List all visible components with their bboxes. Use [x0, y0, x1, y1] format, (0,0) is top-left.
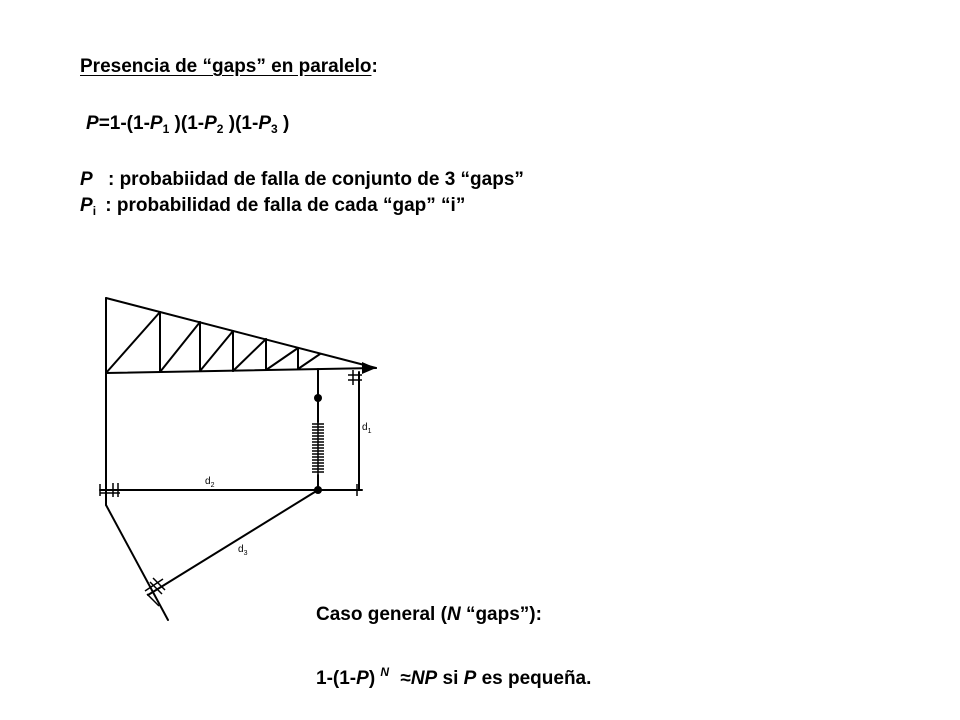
- gc-f-b: ): [368, 668, 381, 689]
- general-case-title-a: Caso general (: [316, 604, 447, 625]
- label-d3: $d_3$: [238, 544, 248, 557]
- formula-sub1: 1: [162, 122, 170, 136]
- rod-node-top: [314, 394, 322, 402]
- general-case-n: N: [446, 604, 461, 625]
- formula-mid1: )(1-: [169, 113, 205, 134]
- general-case-title: [316, 605, 542, 624]
- formula-p: P: [86, 113, 99, 134]
- truss-tip-arrow: [362, 362, 376, 374]
- gc-f-p2: P: [463, 668, 477, 689]
- truss-member: [233, 339, 266, 371]
- support-diagonal: [106, 505, 168, 620]
- gc-f-p: P: [356, 668, 369, 689]
- general-case-formula: [316, 665, 592, 689]
- truss-member: [106, 312, 160, 373]
- formula-sub2: 2: [216, 122, 224, 136]
- definition-text: : probabiidad de falla de conjunto de 3 “gaps”: [102, 169, 524, 190]
- formula-sub3: 3: [271, 122, 278, 136]
- formula-eq: =1-(1-: [98, 113, 150, 134]
- truss-member: [298, 354, 320, 369]
- general-case-title-b: “gaps”):: [460, 604, 542, 625]
- formula-p3: P: [258, 113, 271, 134]
- formula-end: ): [277, 113, 290, 134]
- gc-f-np: NP: [410, 668, 438, 689]
- label-d1: $d_1$: [362, 422, 372, 435]
- formula-p1: P: [149, 113, 163, 134]
- heading-colon: :: [371, 56, 378, 77]
- truss-member: [266, 348, 298, 370]
- formula-mid2: )(1-: [223, 113, 259, 134]
- gc-f-d: si: [437, 668, 464, 689]
- gc-f-n: N: [380, 665, 390, 679]
- formula-p2: P: [204, 113, 217, 134]
- definition-subscript: i: [92, 204, 97, 218]
- definition-symbol: P: [80, 169, 93, 190]
- truss-bottom-chord: [106, 368, 376, 373]
- rod-node-bottom: [314, 486, 322, 494]
- truss-member: [200, 331, 233, 371]
- gc-f-a: 1-(1-: [316, 668, 357, 689]
- definition-text: : probabilidad de falla de cada “gap” “i”: [100, 195, 466, 216]
- d3-dimension-line: [148, 490, 318, 595]
- gc-f-e: es pequeña.: [476, 668, 592, 689]
- definition-symbol: P: [80, 195, 93, 216]
- label-d2: $d_2$: [205, 476, 215, 489]
- gap-tick-marks: [100, 370, 362, 606]
- truss-top-chord: [106, 298, 376, 368]
- gc-f-c: ≈: [395, 668, 411, 689]
- heading-text: Presencia de “gaps” en paralelo: [80, 56, 372, 77]
- truss-member: [160, 322, 200, 372]
- spring-element: [312, 422, 324, 475]
